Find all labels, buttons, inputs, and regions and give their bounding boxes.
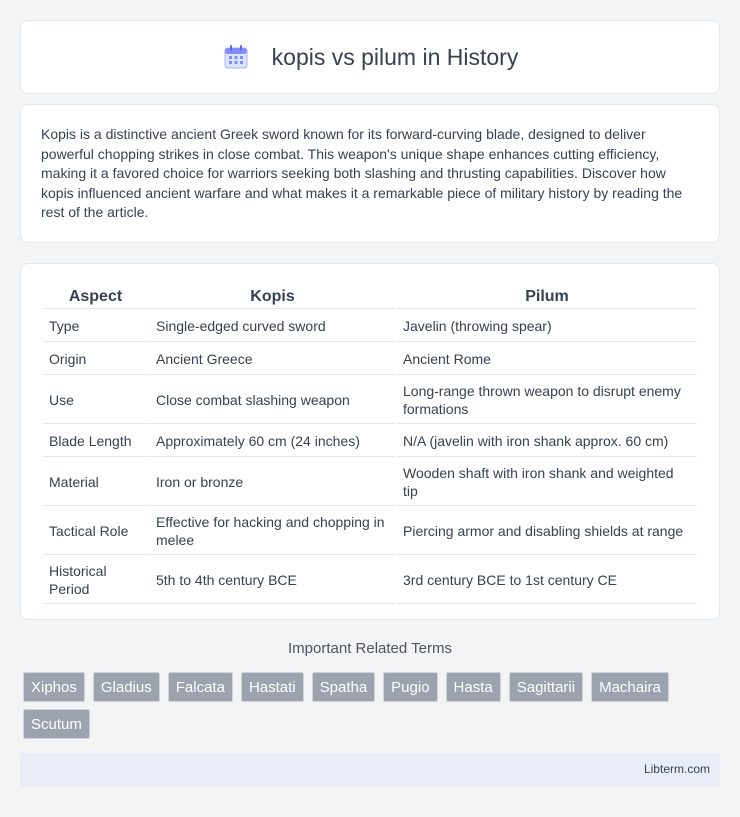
tag-falcata[interactable]: Falcata [168, 672, 233, 702]
cell-aspect: Material [43, 459, 148, 506]
comparison-card [20, 263, 720, 620]
cell-kopis: 5th to 4th century BCE [150, 557, 395, 604]
cell-aspect: Blade Length [43, 426, 148, 457]
footer [20, 753, 720, 786]
cell-pilum: Wooden shaft with iron shank and weighted tip [397, 459, 697, 506]
tag-xiphos[interactable]: Xiphos [23, 672, 85, 702]
cell-kopis: Iron or bronze [150, 459, 395, 506]
table-row [43, 557, 697, 604]
table-header-row [43, 286, 697, 309]
tag-sagittarii[interactable]: Sagittarii [509, 672, 583, 702]
table-row [43, 377, 697, 424]
related-terms-title: Important Related Terms [288, 640, 452, 657]
intro-card [20, 104, 720, 243]
table-row [43, 459, 697, 506]
cell-pilum: Javelin (throwing spear) [397, 311, 697, 342]
cell-kopis: Single-edged curved sword [150, 311, 395, 342]
header-card [20, 20, 720, 94]
calendar-icon [222, 43, 250, 71]
cell-kopis: Close combat slashing weapon [150, 377, 395, 424]
table-row [43, 508, 697, 555]
cell-pilum: Long-range thrown weapon to disrupt enemy formations [397, 377, 697, 424]
intro-paragraph: Kopis is a distinctive ancient Greek sword known for its forward-curving blade, designed to deliver powerful chopping strikes in close combat. This weapon's unique shape enhances cutting efficiency, making it a favored choice for warriors seeking both slashing and thrusting capabilities. Discover how kopis influenced ancient warfare and what makes it a remarkable piece of military history by reading the rest of the article. [41, 126, 683, 221]
header-aspect: Aspect [43, 286, 148, 309]
header-pilum: Pilum [397, 286, 697, 309]
cell-aspect: Type [43, 311, 148, 342]
cell-pilum: Ancient Rome [397, 344, 697, 375]
tag-hasta[interactable]: Hasta [446, 672, 501, 702]
cell-pilum: 3rd century BCE to 1st century CE [397, 557, 697, 604]
tag-hastati[interactable]: Hastati [241, 672, 304, 702]
table-row [43, 344, 697, 375]
footer-brand-link[interactable]: Libterm.com [643, 762, 710, 776]
cell-aspect: Origin [43, 344, 148, 375]
tag-gladius[interactable]: Gladius [93, 672, 160, 702]
cell-pilum: Piercing armor and disabling shields at range [397, 508, 697, 555]
tag-machaira[interactable]: Machaira [591, 672, 669, 702]
cell-kopis: Ancient Greece [150, 344, 395, 375]
tag-scutum[interactable]: Scutum [23, 709, 90, 739]
header [222, 43, 519, 71]
cell-pilum: N/A (javelin with iron shank approx. 60 cm) [397, 426, 697, 457]
page-title: kopis vs pilum in History [271, 43, 519, 70]
cell-kopis: Effective for hacking and chopping in melee [150, 508, 395, 555]
tag-spatha[interactable]: Spatha [312, 672, 376, 702]
related-tags [23, 672, 713, 739]
table-row [43, 311, 697, 342]
cell-aspect: Historical Period [43, 557, 148, 604]
table-row [43, 426, 697, 457]
header-kopis: Kopis [150, 286, 395, 309]
cell-kopis: Approximately 60 cm (24 inches) [150, 426, 395, 457]
cell-aspect: Use [43, 377, 148, 424]
comparison-table [41, 284, 699, 606]
cell-aspect: Tactical Role [43, 508, 148, 555]
tag-pugio[interactable]: Pugio [383, 672, 437, 702]
